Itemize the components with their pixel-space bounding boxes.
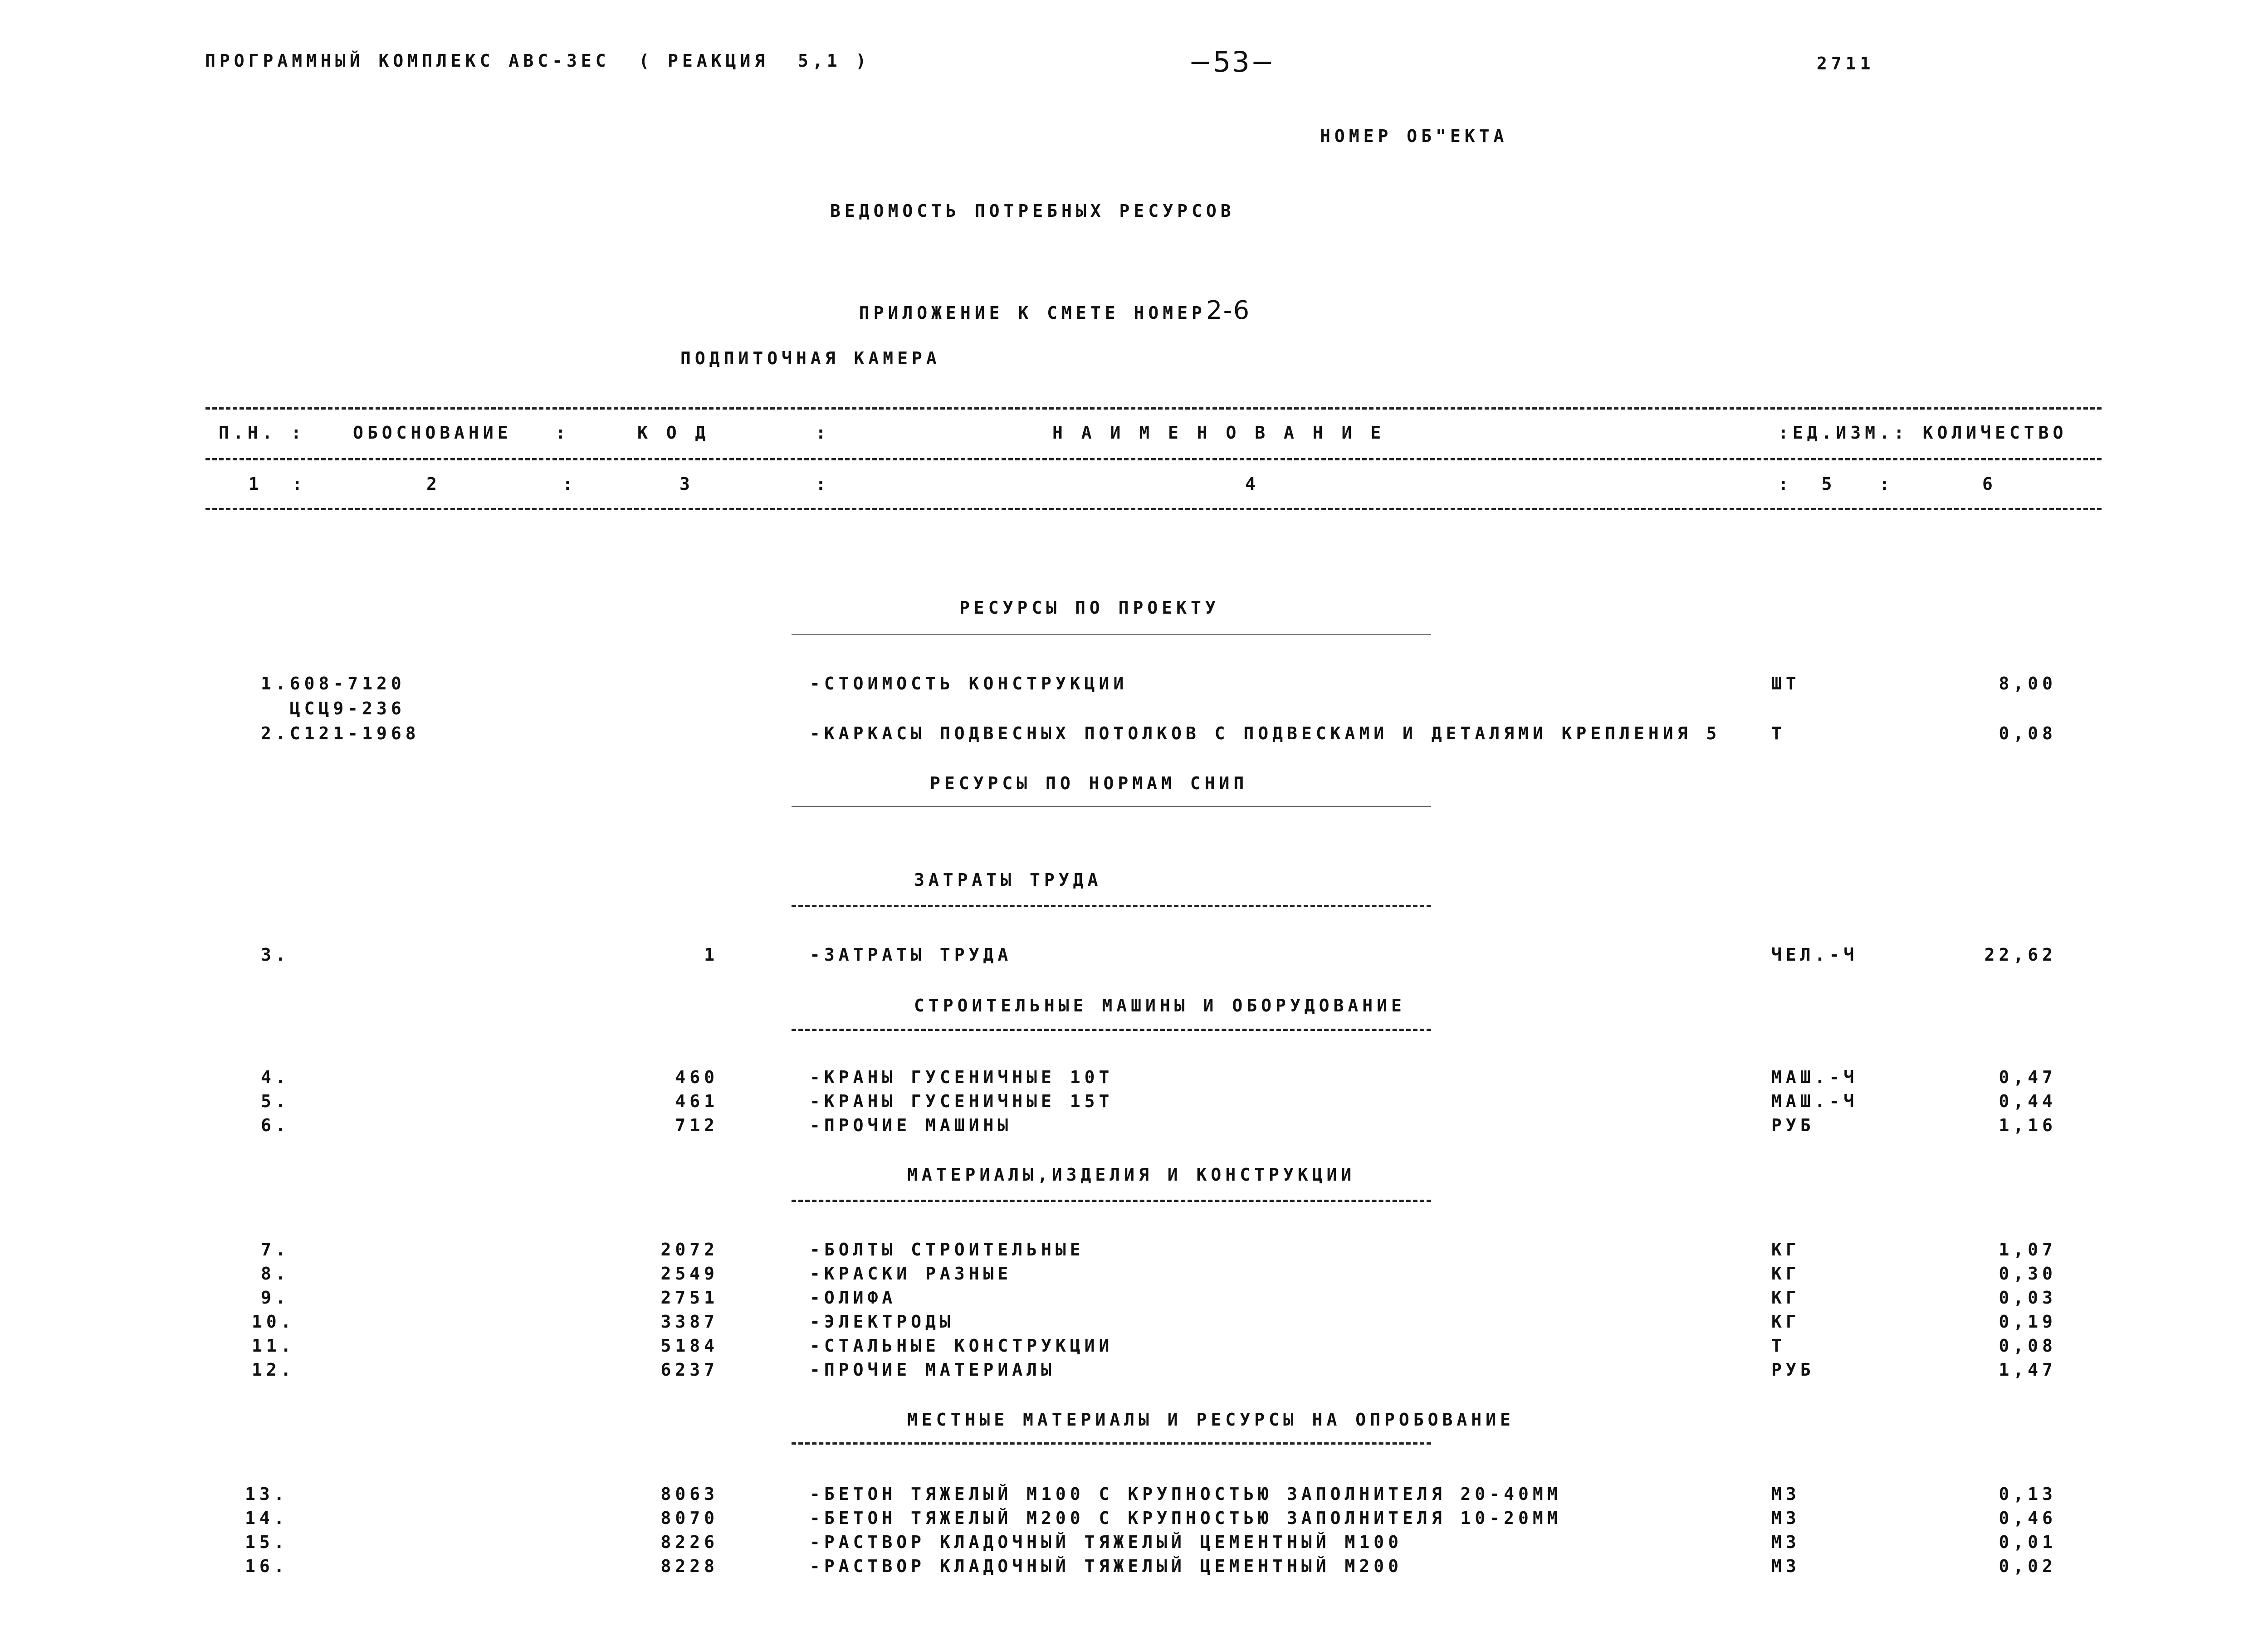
row-qty: 22,62 [1984, 945, 2057, 965]
row-code: 8070 [660, 1508, 719, 1528]
row-name: -ЭЛЕКТРОДЫ [810, 1312, 954, 1332]
row-pn: 8. [261, 1264, 290, 1284]
row-name: -РАСТВОР КЛАДОЧНЫЙ ТЯЖЕЛЫЙ ЦЕМЕНТНЫЙ М200 [810, 1556, 1403, 1576]
row-code: 1 [704, 945, 719, 965]
row-name: -РАСТВОР КЛАДОЧНЫЙ ТЯЖЕЛЫЙ ЦЕМЕНТНЫЙ М100 [810, 1532, 1403, 1552]
row-unit: КГ [1771, 1264, 1800, 1284]
row-qty: 0,08 [1999, 723, 2057, 743]
table-row [0, 1264, 2268, 1287]
row-code: 460 [675, 1067, 719, 1087]
row-name: -КРАНЫ ГУСЕНИЧНЫЕ 15Т [810, 1091, 1114, 1111]
row-code: 461 [675, 1091, 719, 1111]
document-number: 2711 [1817, 54, 1875, 73]
colnum-1: 1 : [249, 474, 307, 494]
section-labor-rule [792, 905, 1431, 907]
header-sep: : [816, 423, 830, 443]
colnum-5: : 5 : [1778, 474, 1894, 494]
row-pn: 12. [252, 1360, 295, 1380]
row-pn: 2.С121-1968 [261, 723, 420, 743]
row-name: -СТАЛЬНЫЕ КОНСТРУКЦИИ [810, 1336, 1114, 1356]
row-pn: 7. [261, 1240, 290, 1260]
table-row [0, 1240, 2268, 1263]
report-title: ВЕДОМОСТЬ ПОТРЕБНЫХ РЕСУРСОВ [830, 201, 1235, 221]
header-basis: ОБОСНОВАНИЕ : [353, 423, 570, 443]
row-code: 2549 [660, 1264, 719, 1284]
program-header: ПРОГРАММНЫЙ КОМПЛЕКС АВС-3ЕС ( РЕАКЦИЯ 5,1 ) [205, 51, 870, 71]
section-local-rule [792, 1442, 1431, 1445]
row-unit: КГ [1771, 1312, 1800, 1332]
header-pn: П.Н. : [219, 423, 306, 443]
row-unit: М3 [1771, 1532, 1800, 1552]
row-qty: 0,03 [1999, 1288, 2057, 1308]
header-name: Н А И М Е Н О В А Н И Е [1052, 423, 1385, 443]
table-row [0, 698, 2268, 722]
row-unit: РУБ [1771, 1360, 1815, 1380]
colnum-4: 4 [1245, 474, 1260, 494]
row-unit: М3 [1771, 1556, 1800, 1576]
header-code: К О Д [637, 423, 710, 443]
row-qty: 0,02 [1999, 1556, 2057, 1576]
section-labor: ЗАТРАТЫ ТРУДА [914, 870, 1102, 890]
table-row [0, 1532, 2268, 1556]
row-unit: МАШ.-Ч [1771, 1067, 1858, 1087]
row-unit: РУБ [1771, 1115, 1815, 1135]
row-unit: МАШ.-Ч [1771, 1091, 1858, 1111]
row-name: -КАРКАСЫ ПОДВЕСНЫХ ПОТОЛКОВ С ПОДВЕСКАМИ И ДЕТАЛЯМИ КРЕПЛЕНИЯ 5 [810, 723, 1721, 743]
row-pn: 9. [261, 1288, 290, 1308]
colnum-sep-3: : [816, 474, 830, 494]
table-row [0, 1067, 2268, 1091]
colnum-2: 2 [426, 474, 441, 494]
row-name: -БОЛТЫ СТРОИТЕЛЬНЫЕ [810, 1240, 1085, 1260]
table-row [0, 1288, 2268, 1311]
table-row [0, 1312, 2268, 1335]
row-basis: ЦСЦ9-236 [261, 698, 406, 718]
row-unit: М3 [1771, 1484, 1800, 1504]
row-unit: М3 [1771, 1508, 1800, 1528]
section-machines-rule [792, 1029, 1431, 1031]
row-qty: 0,01 [1999, 1532, 2057, 1552]
row-code: 3387 [660, 1312, 719, 1332]
row-pn: 1.608-7120 [261, 674, 406, 693]
row-name: -ОЛИФА [810, 1288, 897, 1308]
colnum-6: 6 [1982, 474, 1997, 494]
row-name: -ПРОЧИЕ МАТЕРИАЛЫ [810, 1360, 1056, 1380]
row-code: 712 [675, 1115, 719, 1135]
table-row [0, 674, 2268, 697]
row-qty: 1,07 [1999, 1240, 2057, 1260]
row-pn: 13. [245, 1484, 288, 1504]
row-pn: 10. [252, 1312, 295, 1332]
row-unit: ЧЕЛ.-Ч [1771, 945, 1858, 965]
section-snip: РЕСУРСЫ ПО НОРМАМ СНИП [930, 773, 1248, 793]
table-row [0, 945, 2268, 968]
table-row [0, 1484, 2268, 1508]
row-code: 8226 [660, 1532, 719, 1552]
row-unit: Т [1771, 1336, 1786, 1356]
row-code: 8063 [660, 1484, 719, 1504]
appendix-label [830, 276, 1250, 325]
object-number-label: НОМЕР ОБ"ЕКТА [1320, 126, 1508, 146]
row-name: -ЗАТРАТЫ ТРУДА [810, 945, 1012, 965]
row-qty: 0,08 [1999, 1336, 2057, 1356]
table-row [0, 723, 2268, 747]
row-name: -СТОИМОСТЬ КОНСТРУКЦИИ [810, 674, 1128, 693]
row-pn: 6. [261, 1115, 290, 1135]
row-pn: 3. [261, 945, 290, 965]
page-number: −53− [1188, 45, 1275, 78]
row-pn: 15. [245, 1532, 288, 1552]
row-qty: 0,19 [1999, 1312, 2057, 1332]
table-row [0, 1360, 2268, 1383]
row-name: -КРАСКИ РАЗНЫЕ [810, 1264, 1012, 1284]
row-pn: 5. [261, 1091, 290, 1111]
row-code: 6237 [660, 1360, 719, 1380]
table-top-rule [205, 407, 2102, 410]
table-row [0, 1556, 2268, 1580]
section-machines: СТРОИТЕЛЬНЫЕ МАШИНЫ И ОБОРУДОВАНИЕ [914, 996, 1406, 1016]
section-materials-rule [792, 1200, 1431, 1202]
row-qty: 0,30 [1999, 1264, 2057, 1284]
row-qty: 1,16 [1999, 1115, 2057, 1135]
table-bottom-rule [205, 508, 2102, 510]
row-qty: 0,47 [1999, 1067, 2057, 1087]
row-name: -КРАНЫ ГУСЕНИЧНЫЕ 10Т [810, 1067, 1114, 1087]
row-qty: 8,00 [1999, 674, 2057, 693]
colnum-sep-2: : [562, 474, 577, 494]
row-unit: КГ [1771, 1288, 1800, 1308]
row-qty: 0,44 [1999, 1091, 2057, 1111]
table-row [0, 1091, 2268, 1115]
row-code: 5184 [660, 1336, 719, 1356]
row-pn: 4. [261, 1067, 290, 1087]
row-code: 8228 [660, 1556, 719, 1576]
table-row [0, 1336, 2268, 1359]
section-project: РЕСУРСЫ ПО ПРОЕКТУ [959, 598, 1220, 618]
row-pn: 14. [245, 1508, 288, 1528]
row-unit: ШТ [1771, 674, 1800, 693]
colnum-3: 3 [679, 474, 694, 494]
table-row [0, 1115, 2268, 1139]
row-code: 2072 [660, 1240, 719, 1260]
section-materials: МАТЕРИАЛЫ,ИЗДЕЛИЯ И КОНСТРУКЦИИ [907, 1165, 1356, 1185]
header-unit-qty: :ЕД.ИЗМ.: КОЛИЧЕСТВО [1778, 423, 2068, 443]
section-local: МЕСТНЫЕ МАТЕРИАЛЫ И РЕСУРСЫ НА ОПРОБОВАНИЕ [907, 1410, 1515, 1430]
table-header-rule [205, 458, 2102, 460]
row-code: 2751 [660, 1288, 719, 1308]
row-unit: Т [1771, 723, 1786, 743]
row-qty: 1,47 [1999, 1360, 2057, 1380]
row-pn: 16. [245, 1556, 288, 1576]
appendix-text: ПРИЛОЖЕНИЕ К СМЕТЕ НОМЕР [859, 303, 1206, 323]
object-subtitle: ПОДПИТОЧНАЯ КАМЕРА [680, 348, 941, 368]
row-pn: 11. [252, 1336, 295, 1356]
row-qty: 0,46 [1999, 1508, 2057, 1528]
row-name: -ПРОЧИЕ МАШИНЫ [810, 1115, 1012, 1135]
row-name: -БЕТОН ТЯЖЕЛЫЙ М200 С КРУПНОСТЬЮ ЗАПОЛНИТЕЛЯ 10-20ММ [810, 1508, 1562, 1528]
section-project-rule [792, 633, 1431, 637]
section-snip-rule [792, 806, 1431, 811]
row-name: -БЕТОН ТЯЖЕЛЫЙ М100 С КРУПНОСТЬЮ ЗАПОЛНИТЕЛЯ 20-40ММ [810, 1484, 1562, 1504]
row-qty: 0,13 [1999, 1484, 2057, 1504]
table-row [0, 1508, 2268, 1532]
appendix-number: 2-6 [1206, 296, 1251, 325]
row-unit: КГ [1771, 1240, 1800, 1260]
